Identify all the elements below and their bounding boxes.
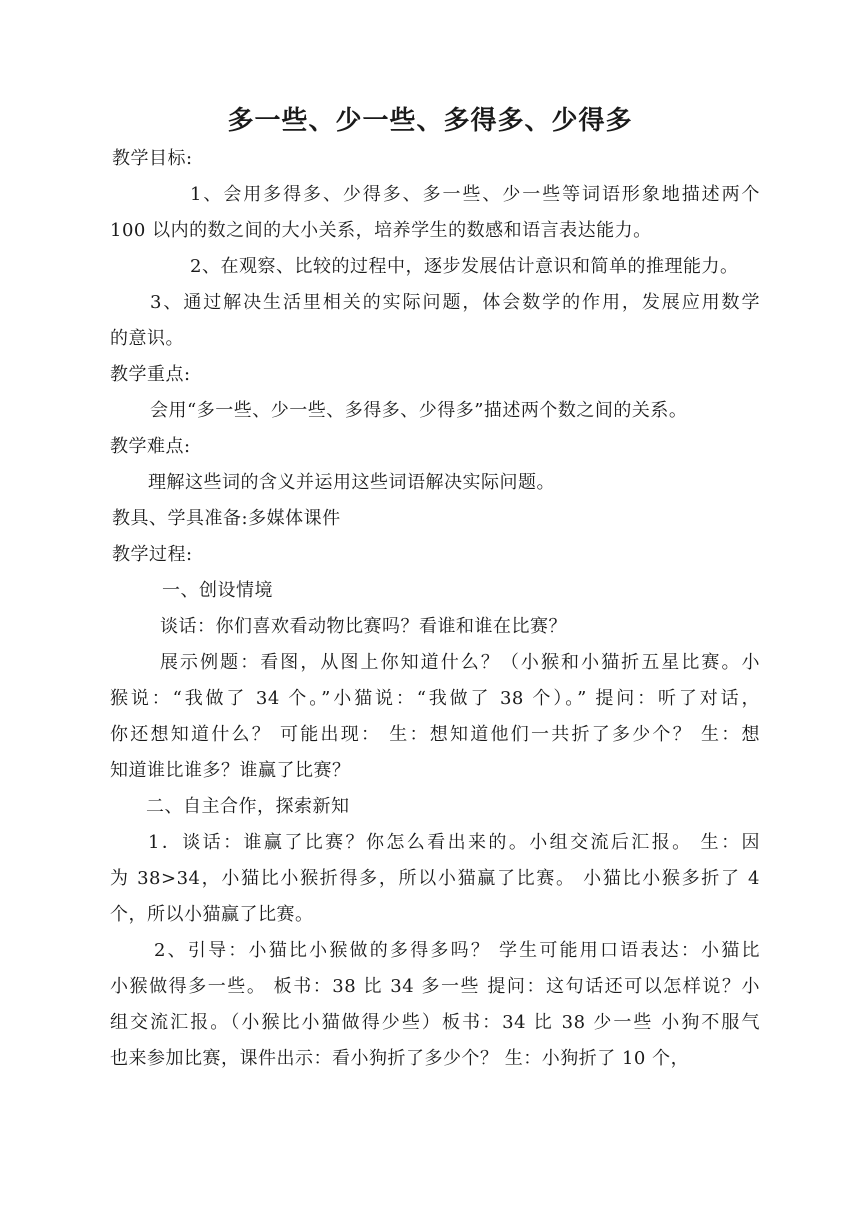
paragraph-line: 为 38>34，小猫比小猴折得多，所以小猫赢了比赛。 小猫比小猴多折了 4 [110,868,760,889]
paragraph-line: 知道谁比谁多？谁赢了比赛？ [110,760,351,781]
paragraph-line: 你还想知道什么？ 可能出现： 生：想知道他们一共折了多少个？ 生：想 [110,724,760,745]
heading-teaching-aids: 教具、学具准备:多媒体课件 [112,508,341,529]
heading-teaching-objectives: 教学目标: [112,148,193,169]
heading-teaching-difficulty: 教学难点: [110,436,191,457]
paragraph-line: 理解这些词的含义并运用这些词语解决实际问题。 [148,472,555,493]
paragraph-line: 小猴做得多一些。 板书：38 比 34 多一些 提问：这句话还可以怎样说？小 [110,976,760,997]
paragraph-line: 2、引导：小猫比小猴做的多得多吗？ 学生可能用口语表达：小猫比 [154,940,760,961]
paragraph-line: 1．谈话：谁赢了比赛？你怎么看出来的。小组交流后汇报。 生：因 [148,832,760,853]
paragraph-line: 谈话：你们喜欢看动物比赛吗？看谁和谁在比赛？ [160,616,567,637]
heading-teaching-focus: 教学重点: [110,364,191,385]
paragraph-line: 3、通过解决生活里相关的实际问题，体会数学的作用，发展应用数学 [150,292,760,313]
paragraph-line: 100 以内的数之间的大小关系，培养学生的数感和语言表达能力。 [110,220,652,241]
document-title: 多一些、少一些、多得多、少得多 [227,106,633,136]
heading-teaching-process: 教学过程: [112,544,193,565]
paragraph-line: 2、在观察、比较的过程中，逐步发展估计意识和简单的推理能力。 [190,256,739,277]
paragraph-line: 也来参加比赛，课件出示：看小狗折了多少个？ 生：小狗折了 10 个， [110,1048,690,1069]
paragraph-line: 会用“多一些、少一些、多得多、少得多”描述两个数之间的关系。 [150,400,688,421]
section-heading: 二、自主合作，探索新知 [146,796,350,817]
paragraph-line: 个，所以小猫赢了比赛。 [110,904,314,925]
paragraph-line: 展示例题：看图，从图上你知道什么？（小猴和小猫折五星比赛。小 [160,652,760,673]
paragraph-line: 的意识。 [110,328,184,349]
paragraph-line: 1、会用多得多、少得多、多一些、少一些等词语形象地描述两个 [190,184,760,205]
paragraph-line: 猴说：“我做了 34 个。”小猫说：“我做了 38 个）。” 提问：听了对话， [110,688,760,709]
section-heading: 一、创设情境 [162,580,273,601]
paragraph-line: 组交流汇报。（小猴比小猫做得少些）板书：34 比 38 少一些 小狗不服气 [110,1012,760,1033]
